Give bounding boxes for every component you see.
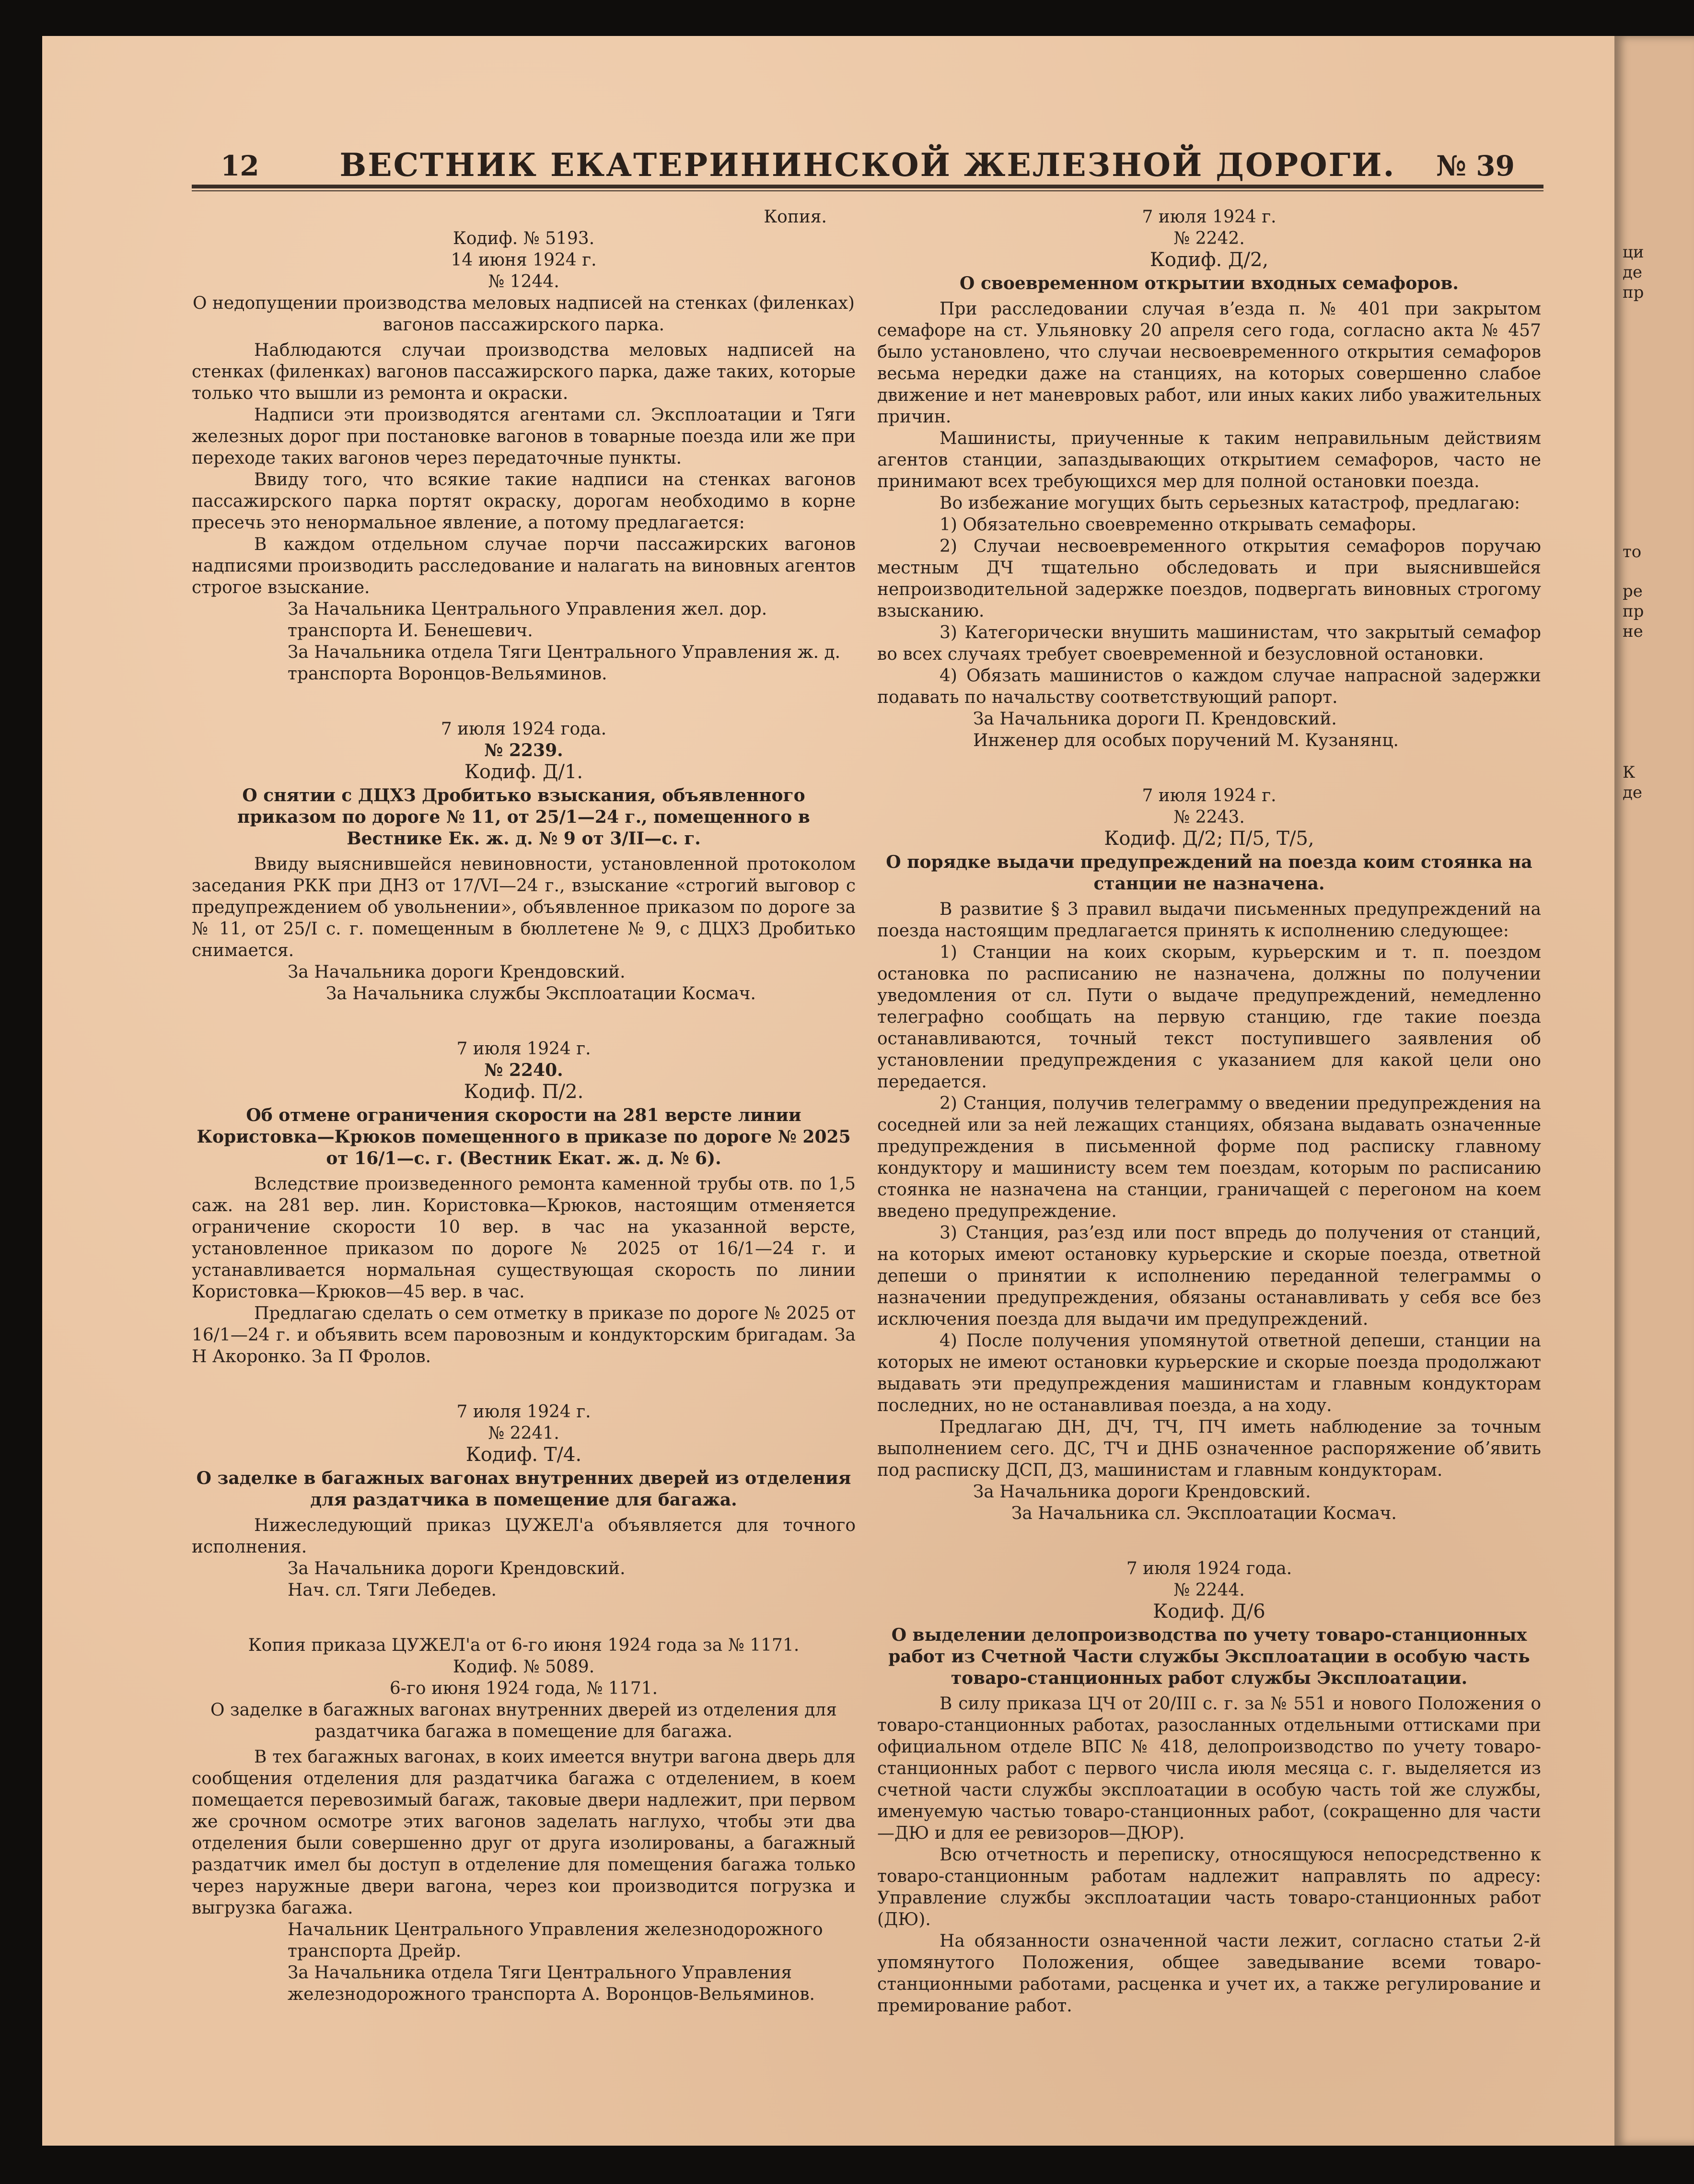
order-number: № 2241. [488, 1424, 559, 1443]
edge-fragment: де [1623, 263, 1643, 282]
order-paragraph: На обязанности означенной части лежит, согласно статьи 2-й упомянутого Положения, общее заведывание всеми товаро-станционными работами, расценка и учет их, а также регулирование и премирование работ. [877, 1931, 1541, 2016]
order-kodif: Кодиф. Т/4. [465, 1444, 582, 1466]
edge-text-fragment [1623, 542, 1642, 642]
order-signature: За Начальника сл. Эксплоатации Космач. [1011, 1504, 1397, 1523]
edge-fragment: то [1623, 542, 1642, 561]
order-paragraph: 2) Станция, получив телеграмму о введении предупреждения на соседней или за ней лежащих станциях, обязана выдавать означенные предупреждения в письменной форме под расписку главному кондуктору и машинисту всем тем поездам, которым по расписанию стоянка не назначена на станции, граничащей с перегоном на коем введено предупреждение. [877, 1094, 1541, 1221]
header-rule-thin [192, 190, 1543, 191]
order-kodif: Кодиф. Д/6 [1153, 1600, 1265, 1623]
page-number: 12 [220, 150, 259, 182]
order-paragraph: Машинисты, приученные к таким неправильным действиям агентов станции, запаздывающих открытием семафоров, часто не принимают всех требующихся мер для полной остановки поезда. [877, 429, 1541, 491]
order-paragraph: Вследствие произведенного ремонта каменной трубы отв. по 1,5 саж. на 281 вер. лин. Кориcтовка—Крюков, настоящим отменяется ограничение скорости 10 вер. в час на указанной версте, установленное приказом по дороге № 2025 от 16/1—24 г. и устанавливается нормальная существующая скорость по линии Кориcтовка—Крюков—45 вер. в час. [192, 1174, 856, 1302]
page-header [192, 144, 1543, 187]
order-number: № 2243. [1173, 807, 1245, 827]
order-paragraph: Предлагаю ДН, ДЧ, ТЧ, ПЧ иметь наблюдение за точным выполнением сего. ДС, ТЧ и ДНБ означенное распоряжение обʼявить под расписку ДСП, ДЗ, машинистам и главным кондукторам. [877, 1417, 1541, 1480]
order-kodif: Кодиф. № 5089. [453, 1657, 595, 1677]
order-paragraph: Наблюдаются случаи производства меловых надписей на стенках (филенках) вагонов пассажирского парка, даже таких, которые только что вышли из ремонта и окраски. [192, 340, 856, 403]
edge-text-fragment [1623, 242, 1642, 303]
order-signature: За Начальника Центрального Управления жел. дор. транспорта И. Бенешевич. [288, 599, 767, 641]
order-kodif: Кодиф. Д/1. [464, 761, 583, 783]
order-paragraph: 4) Обязать машинистов о каждом случае напрасной задержки подавать по начальству соответствующий рапорт. [877, 666, 1541, 707]
order-paragraph: При расследовании случая вʼезда п. № 401 при закрытом семафоре на ст. Ульяновку 20 апреля сего года, согласно акта № 457 было установлено, что случаи несвоевременного открытия семафоров весьма нередки даже на станциях, на которых совершенно слабое движение и нет маневровых работ, или иных каких либо уважительных причин. [877, 299, 1541, 427]
order-date: 7 июля 1924 г. [456, 1039, 591, 1059]
order-date: 7 июля 1924 г. [1142, 786, 1276, 806]
issue-number: № 39 [1436, 150, 1515, 182]
order-paragraph: 4) После получения упомянутой ответной депеши, станции на которых не имеют остановки курьерские и скорые поезда продолжают выдавать эти предупреждения машинистам и главным кондукторам последних, но не останавливая поезда, а на ходу. [877, 1331, 1541, 1415]
order-paragraph: Предлагаю сделать о сем отметку в приказе по дороге № 2025 от 16/1—24 г. и объявить всем паровозным и кондукторским бригадам. За Н Акоронко. За П Фролов. [192, 1304, 856, 1366]
order-heading: О снятии с ДЦХЗ Дробитько взыскания, объявленного приказом по дороге № 11, от 25/1—24 г., помещенного в Вестнике Ек. ж. д. № 9 от 3/II—с. г. [237, 785, 810, 849]
order-paragraph: 3) Категорически внушить машинистам, что закрытый семафор во всех случаях требует своевременной и безусловной остановки. [877, 623, 1541, 664]
order-paragraph: Нижеследующий приказ ЦУЖЕЛ'а объявляется для точного исполнения. [192, 1516, 856, 1557]
next-page-edge [1614, 36, 1694, 2146]
order-signature: За Начальника отдела Тяги Центрального Управления ж. д. транспорта Воронцов-Вельяминов. [288, 642, 841, 684]
order-paragraph: В тех багажных вагонах, в коих имеется внутри вагона дверь для сообщения отделения для раздатчика багажа с отделением, в коем помещается перевозимый багаж, таковые двери надлежит, при первом же срочном осмотре этих вагонов заделать наглухо, чтобы эти два отделения были совершенно друг от друга изолированы, а багажный раздатчик имел бы доступ в отделение для помещения багажа только через наружные двери вагона, через кои производится погрузка и выгрузка багажа. [192, 1747, 856, 1918]
order-kodif: Кодиф. Д/2; П/5, Т/5, [1104, 828, 1314, 850]
order-date: 7 июля 1924 года. [1126, 1559, 1292, 1578]
edge-fragment: пр [1623, 283, 1644, 302]
order-date: 14 июня 1924 г. [451, 250, 597, 270]
order-paragraph: 1) Станции на коих скорым, курьерским и т. п. поездом остановка по расписанию не назначена, должны по получении уведомления от сл. Пути о выдаче предупреждений, немедленно телеграфно сообщать на первую станцию, где такие поезда останавливаются, точный текст поступившего заявления об установлении предупреждения с указанием для какой цели оно передается. [877, 943, 1541, 1092]
order-paragraph: В каждом отдельном случае порчи пассажирских вагонов надписями производить расследование и налагать на виновных агентов строгое взыскание. [192, 535, 856, 597]
order-signature: За Начальника дороги Крендовский. [288, 1559, 626, 1578]
order-heading: Об отмене ограничения скорости на 281 версте линии Кориcтовка—Крюков помещенного в приказе по дороге № 2025 от 16/1—с. г. (Вестник Екат. ж. д. № 6). [197, 1105, 851, 1168]
order-date: 6-го июня 1924 года, № 1171. [389, 1679, 658, 1698]
order-heading: О выделении делопроизводства по учету товаро-станционных работ из Счетной Части службы Эксплоатации в особую часть товаро-станционных работ службы Эксплоатации. [888, 1625, 1530, 1688]
order-signature: Нач. сл. Тяги Лебедев. [288, 1580, 497, 1600]
edge-text-fragment [1623, 762, 1642, 803]
order-heading: О своевременном открытии входных семафоров. [960, 273, 1459, 293]
order-signature: Начальник Центрального Управления железнодорожного транспорта Дрейр. [288, 1920, 823, 1961]
order-paragraph: Во избежание могущих быть серьезных катастроф, предлагаю: [940, 493, 1520, 513]
edge-fragment: ци [1623, 243, 1644, 262]
order-number: № 2240. [484, 1060, 563, 1080]
order-date: 7 июля 1924 г. [456, 1402, 591, 1422]
order-kodif: Кодиф. П/2. [464, 1081, 584, 1103]
order-signature: За Начальника дороги Крендовский. [288, 962, 626, 982]
edge-fragment: пр [1623, 602, 1644, 621]
order-heading: О заделке в багажных вагонах внутренних дверей из отделения для раздатчика багажа в помещение для багажа. [210, 1700, 837, 1741]
edge-fragment: К [1623, 763, 1636, 782]
order-copy-title: Копия приказа ЦУЖЕЛ'а от 6-го июня 1924 года за № 1171. [248, 1635, 800, 1655]
order-paragraph: 1) Обязательно своевременно открывать семафоры. [940, 515, 1417, 535]
order-number: № 2239. [484, 740, 563, 760]
order-paragraph: В развитие § 3 правил выдачи письменных предупреждений на поезда настоящим предлагается принять к исполнению следующее: [877, 899, 1541, 941]
order-paragraph: Ввиду того, что всякие такие надписи на стенках вагонов пассажирского парка портят окраску, дорогам необходимо в корне пресечь это ненормальное явление, а потому предлагается: [192, 470, 856, 533]
order-signature: За Начальника дороги П. Крендовский. [973, 709, 1337, 729]
order-signature: Инженер для особых поручений М. Кузанянц. [973, 731, 1399, 750]
order-paragraph: В силу приказа ЦЧ от 20/III с. г. за № 551 и нового Положения о товаро-станционных работах, разосланных отдельными оттисками при официальном отделе ВПС № 418, делопроизводство по учету товаро-станционных работ с первого числа июля месяца с. г. выделяется из счетной части службы эксплоатации в особую часть той же службы, именуемую частью товаро-станционных работ, (сокращенно для части—ДЮ и для ее ревизоров—ДЮР). [877, 1694, 1541, 1843]
order-number: № 1244. [488, 272, 559, 292]
right-column [877, 206, 1541, 2017]
order-heading: О заделке в багажных вагонах внутренних дверей из отделения для раздатчика в помещение для багажа. [196, 1468, 851, 1510]
order-date: 7 июля 1924 г. [1142, 207, 1276, 227]
edge-fragment: не [1623, 622, 1643, 641]
edge-fragment: ре [1623, 582, 1643, 601]
order-kodif: Кодиф. № 5193. [453, 229, 595, 248]
left-column [192, 206, 856, 2005]
order-kodif: Кодиф. Д/2, [1149, 249, 1269, 271]
order-signature: За Начальника службы Эксплоатации Космач. [326, 984, 756, 1004]
header-rule [192, 185, 1543, 188]
order-paragraph: Надписи эти производятся агентами сл. Эксплоатации и Тяги железных дорог при постановке вагонов в товарные поезда или же при переходе таких вагонов через передаточные пункты. [192, 405, 856, 468]
order-heading: О недопущении производства меловых надписей на стенках (филенках) вагонов пассажирского парка. [193, 293, 855, 335]
journal-title: ВЕСТНИК ЕКАТЕРИНИНСКОЙ ЖЕЛЕЗНОЙ ДОРОГИ. [339, 146, 1396, 184]
copy-mark: Копия. [764, 207, 827, 227]
order-signature: За Начальника отдела Тяги Центрального Управления железнодорожного транспорта А. Воронцов-Вельяминов. [288, 1963, 815, 2004]
order-number: № 2244. [1173, 1580, 1245, 1600]
order-heading: О порядке выдачи предупреждений на поезда коим стоянка на станции не назначена. [886, 852, 1532, 894]
order-number: № 2242. [1173, 229, 1245, 248]
order-paragraph: Ввиду выяснившейся невиновности, установленной протоколом заседания РКК при ДНЗ от 17/VI—24 г., взыскание «строгий выговор с предупреждением об увольнении», объявленное приказом по дороге за № 11, от 25/I с. г. помещенным в бюллетене № 9, с ДЦХЗ Дробитько снимается. [192, 854, 856, 960]
order-date: 7 июля 1924 года. [441, 719, 607, 739]
order-paragraph: 2) Случаи несвоевременного открытия семафоров поручаю местным ДЧ тщательно обследовать и при выяснившейся непроизводительной задержке поездов, подвергать виновных строгому взысканию. [877, 537, 1541, 621]
order-signature: За Начальника дороги Крендовский. [973, 1482, 1311, 1502]
order-paragraph: 3) Станция, разʼезд или пост впредь до получения от станций, на которых имеют остановку курьерские и скорые поезда, ответной депеши о принятии к исполнению переданной телеграммы о назначении предупреждения, обязаны останавливать у себя все без исключения поезда для выдачи им предупреждений. [877, 1223, 1541, 1329]
edge-fragment: де [1623, 783, 1643, 802]
order-paragraph: Всю отчетность и переписку, относящуюся непосредственно к товаро-станционным работам надлежит направлять по адресу: Управление службы эксплоатации часть товаро-станционных работ (ДЮ). [877, 1845, 1541, 1929]
